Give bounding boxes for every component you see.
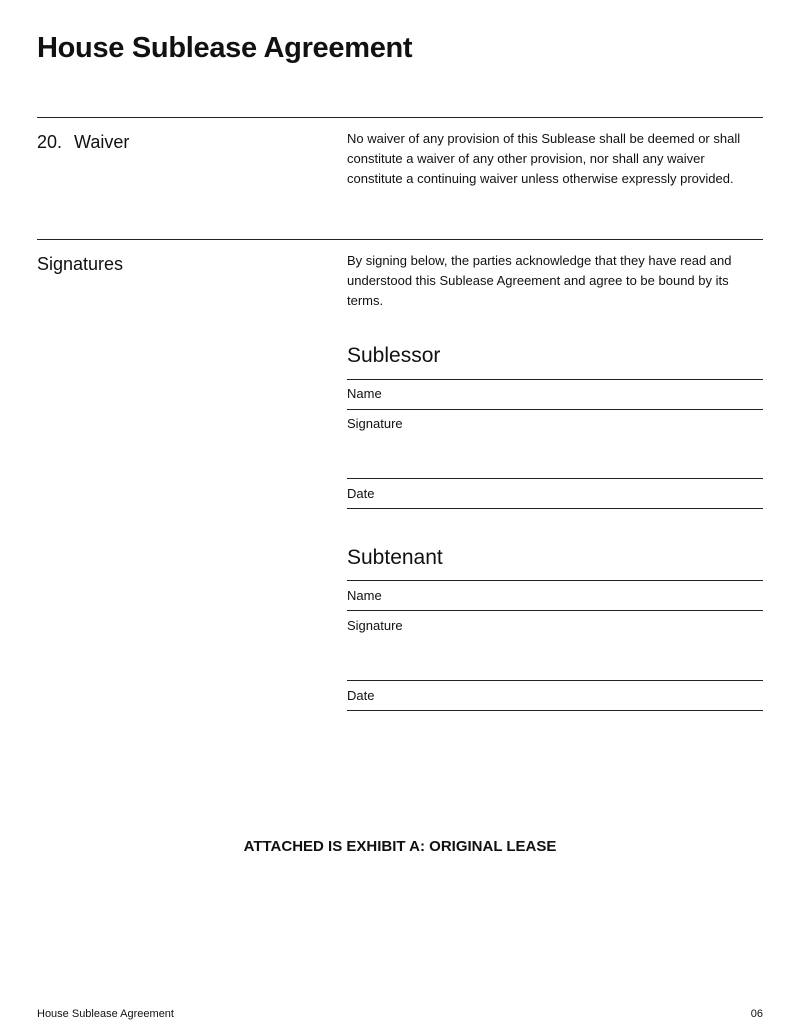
subtenant-name-field[interactable]: Name <box>347 588 382 603</box>
subtenant-bottom-line <box>347 710 763 711</box>
waiver-number: 20. <box>37 132 63 152</box>
footer-page-number: 06 <box>750 1008 763 1020</box>
sublessor-title: Sublessor <box>347 344 441 367</box>
subtenant-signature-line <box>347 610 763 611</box>
sublessor-signature-line <box>347 409 763 410</box>
footer-document-title: House Sublease Agreement <box>37 1008 174 1020</box>
signatures-heading: Signatures <box>37 254 124 274</box>
page-title: House Sublease Agreement <box>37 32 413 64</box>
waiver-body: No waiver of any provision of this Sublease shall be deemed or shall constitute a waiver of any other provision, nor shall any waiver constitute a continuing waiver unless otherwise expressly provided. <box>347 131 741 186</box>
section-divider-signatures <box>37 239 763 240</box>
subtenant-date-line <box>347 680 763 681</box>
sublessor-name-field[interactable]: Name <box>347 386 382 401</box>
waiver-title: Waiver <box>74 132 130 152</box>
exhibit-note: ATTACHED IS EXHIBIT A: ORIGINAL LEASE <box>243 838 557 855</box>
subtenant-date-field[interactable]: Date <box>347 688 375 703</box>
sublessor-signature-field[interactable]: Signature <box>347 416 403 431</box>
subtenant-title: Subtenant <box>347 546 443 569</box>
sublessor-date-field[interactable]: Date <box>347 486 375 501</box>
subtenant-name-line <box>347 580 763 581</box>
signatures-body: By signing below, the parties acknowledge that they have read and understood this Sublease Agreement and agree to be bound by its terms. <box>347 253 732 308</box>
section-divider-waiver <box>37 117 763 118</box>
sublessor-date-line <box>347 478 763 479</box>
subtenant-signature-field[interactable]: Signature <box>347 618 403 633</box>
sublessor-name-line <box>347 379 763 380</box>
waiver-heading <box>37 130 129 154</box>
sublessor-bottom-line <box>347 508 763 509</box>
